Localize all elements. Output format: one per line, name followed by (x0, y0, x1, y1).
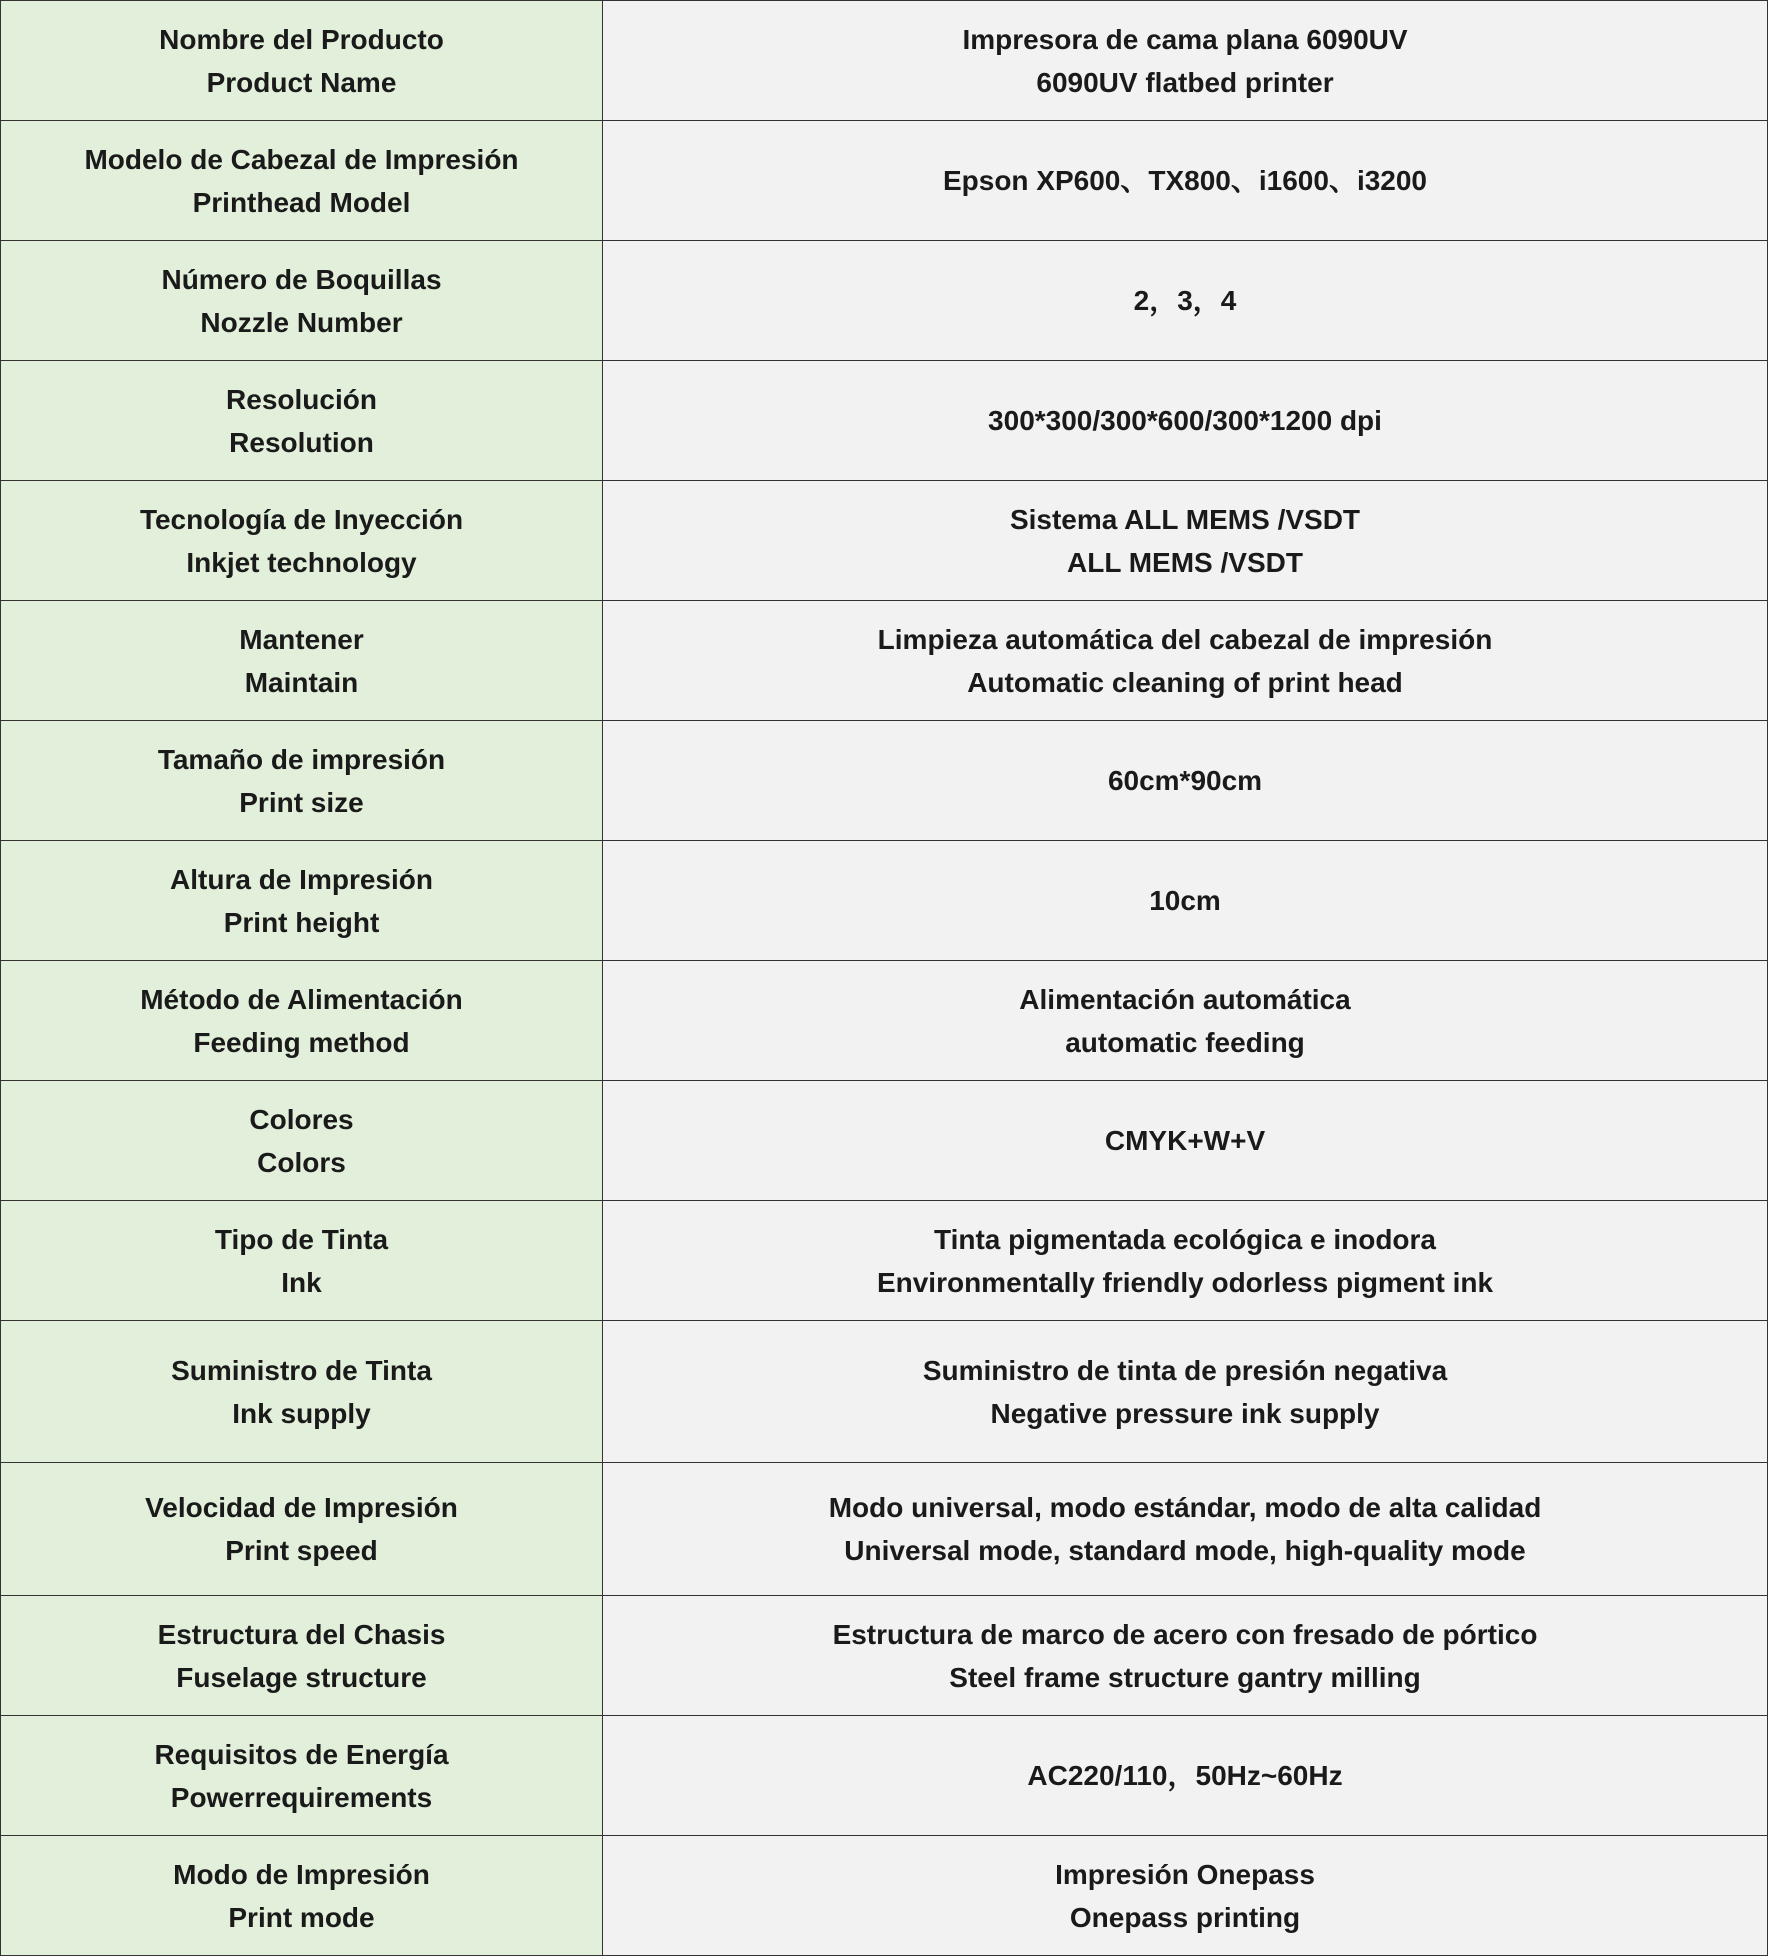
value-es: Impresora de cama plana 6090UV (962, 23, 1408, 55)
value-cell (603, 1, 1768, 121)
value-es: AC220/110，50Hz~60Hz (1027, 1760, 1343, 1791)
label-es: Nombre del Producto (159, 23, 444, 55)
value-cell (603, 961, 1768, 1081)
label-es: Mantener (239, 623, 364, 655)
label-en: Ink (281, 1266, 322, 1298)
table-row (1, 721, 1768, 841)
label-es: Tecnología de Inyección (139, 503, 464, 535)
label-cell (1, 601, 603, 721)
value-en: Universal mode, standard mode, high-quality mode (844, 1535, 1526, 1566)
label-cell (1, 1463, 603, 1596)
value-es: 10cm (1149, 885, 1221, 916)
label-en: Print height (223, 906, 380, 938)
value-es: Impresión Onepass (1055, 1858, 1315, 1890)
value-en: Steel frame structure gantry milling (949, 1661, 1421, 1693)
value-es: Epson XP600、TX800、i1600、i3200 (942, 165, 1428, 196)
value-en: Automatic cleaning of print head (967, 666, 1403, 698)
label-cell (1, 1201, 603, 1321)
value-cell (603, 721, 1768, 841)
value-en: Environmentally friendly odorless pigment ink (876, 1266, 1494, 1298)
value-es: Estructura de marco de acero con fresado de pórtico (832, 1618, 1538, 1650)
label-es: Tipo de Tinta (214, 1223, 389, 1255)
value-es: CMYK+W+V (1104, 1125, 1266, 1156)
table-row (1, 1463, 1768, 1596)
table-row (1, 1716, 1768, 1836)
label-cell (1, 1836, 603, 1956)
label-en: Inkjet technology (186, 546, 417, 578)
label-cell (1, 481, 603, 601)
value-es: Sistema ALL MEMS /VSDT (1009, 503, 1361, 535)
value-cell (603, 1716, 1768, 1836)
label-es: Número de Boquillas (161, 263, 442, 295)
value-cell (603, 481, 1768, 601)
label-es: Tamaño de impresión (157, 743, 446, 775)
label-en: Ink supply (232, 1397, 371, 1429)
label-cell (1, 241, 603, 361)
value-es: Alimentación automática (1019, 983, 1351, 1015)
value-es: Suministro de tinta de presión negativa (922, 1354, 1448, 1386)
value-en: 6090UV flatbed printer (1036, 66, 1334, 98)
table-row (1, 481, 1768, 601)
value-es: 60cm*90cm (1107, 765, 1263, 796)
value-cell (603, 1201, 1768, 1321)
label-es: Altura de Impresión (170, 863, 433, 895)
label-en: Print mode (228, 1901, 375, 1933)
label-en: Print speed (225, 1535, 378, 1566)
table-row (1, 961, 1768, 1081)
value-es: Tinta pigmentada ecológica e inodora (933, 1223, 1437, 1255)
table-row (1, 841, 1768, 961)
table-row (1, 1, 1768, 121)
value-cell (603, 361, 1768, 481)
label-cell (1, 1716, 603, 1836)
label-cell (1, 841, 603, 961)
label-en: Print size (239, 786, 364, 818)
value-es: 300*300/300*600/300*1200 dpi (988, 405, 1382, 436)
value-cell (603, 1321, 1768, 1463)
label-es: Modo de Impresión (173, 1858, 430, 1890)
value-en: Negative pressure ink supply (990, 1397, 1380, 1429)
table-row (1, 1201, 1768, 1321)
table-row (1, 1081, 1768, 1201)
value-es: Modo universal, modo estándar, modo de alta calidad (828, 1492, 1542, 1523)
value-cell (603, 1596, 1768, 1716)
value-en: automatic feeding (1065, 1026, 1305, 1058)
table-row (1, 361, 1768, 481)
label-es: Método de Alimentación (140, 983, 463, 1015)
table-row (1, 241, 1768, 361)
value-cell (603, 1836, 1768, 1956)
value-cell (603, 121, 1768, 241)
label-es: Velocidad de Impresión (145, 1492, 458, 1523)
value-es: Limpieza automática del cabezal de impresión (877, 623, 1493, 655)
label-cell (1, 1321, 603, 1463)
label-es: Colores (249, 1103, 354, 1135)
table-row (1, 1596, 1768, 1716)
value-cell (603, 241, 1768, 361)
label-en: Nozzle Number (200, 306, 403, 338)
label-cell (1, 1081, 603, 1201)
label-es: Resolución (226, 383, 377, 415)
label-en: Resolution (229, 426, 374, 458)
label-cell (1, 721, 603, 841)
spec-table-body (1, 1, 1768, 1956)
table-row (1, 601, 1768, 721)
table-row (1, 1321, 1768, 1463)
label-en: Powerrequirements (170, 1781, 433, 1813)
label-en: Product Name (206, 66, 397, 98)
label-en: Colors (257, 1146, 346, 1178)
label-en: Fuselage structure (176, 1661, 427, 1693)
value-cell (603, 1463, 1768, 1596)
label-en: Maintain (244, 666, 359, 698)
value-en: Onepass printing (1069, 1901, 1301, 1933)
label-cell (1, 961, 603, 1081)
table-row (1, 1836, 1768, 1956)
label-es: Modelo de Cabezal de Impresión (84, 143, 519, 175)
label-en: Printhead Model (192, 186, 411, 218)
label-es: Suministro de Tinta (171, 1354, 432, 1386)
label-en: Feeding method (193, 1026, 410, 1058)
value-cell (603, 1081, 1768, 1201)
label-cell (1, 121, 603, 241)
value-cell (603, 601, 1768, 721)
value-es: 2，3，4 (1133, 285, 1237, 316)
label-cell (1, 1596, 603, 1716)
label-cell (1, 1, 603, 121)
value-cell (603, 841, 1768, 961)
label-cell (1, 361, 603, 481)
label-es: Requisitos de Energía (154, 1738, 449, 1770)
table-row (1, 121, 1768, 241)
value-en: ALL MEMS /VSDT (1067, 546, 1303, 578)
label-es: Estructura del Chasis (157, 1618, 446, 1650)
